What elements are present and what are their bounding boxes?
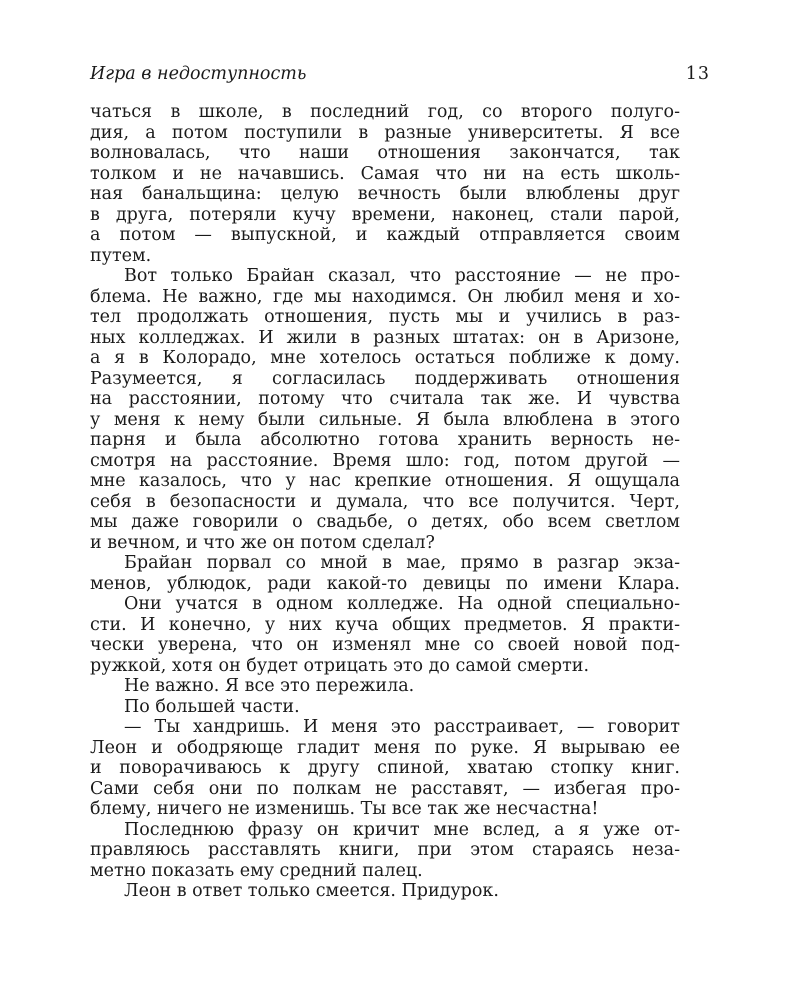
text-line: чаться в школе, в последний год, со второго полуго- [90,102,680,122]
text-line: Не важно. Я все это пережила. [124,676,415,696]
text-line: Они учатся в одном колледже. На одной специально- [124,594,680,614]
text-line: а я в Колорадо, мне хотелось остаться поближе к дому. [90,348,680,368]
text-line: чески уверена, что он изменял мне со своей новой под- [90,635,680,655]
text-line: волновалась, что наши отношения закончатся, так [90,143,680,163]
body-text [90,102,680,902]
text-line: и вечном, и что же он потом сделал? [90,532,435,553]
text-line: и поворачиваюсь к другу спиной, хватаю стопку книг. [90,758,680,778]
text-line: а потом — выпускной, и каждый отправляется своим [90,225,680,245]
text-line: метно показать ему средний палец. [90,860,423,881]
text-line: Вот только Брайан сказал, что расстояние — не про- [124,266,680,286]
text-line: блема. Не важно, где мы находимся. Он любил меня и хо- [90,286,680,307]
text-line: Леон и ободряюще гладит меня по руке. Я вырываю ее [90,737,680,758]
text-line: у меня к нему были сильные. Я была влюблена в этого [90,409,680,430]
text-line: себя в безопасности и думала, что все получится. Черт, [90,491,680,512]
text-line: Леон в ответ только смеется. Придурок. [124,881,499,901]
text-line: в друга, потеряли кучу времени, наконец, стали парой, [90,204,680,225]
text-line: тел продолжать отношения, пусть мы и учились в раз- [90,307,680,327]
text-line: ных колледжах. И жили в разных штатах: он в Аризоне, [90,327,680,348]
text-line: Сами себя они по полкам не расставят, — избегая про- [90,778,680,799]
text-line: сти. И конечно, у них куча общих предметов. Я практи- [90,614,680,635]
text-line: мне казалось, что у нас крепкие отношения. Я ощущала [90,471,680,491]
text-line: на расстоянии, потому что считала так же. И чувства [90,389,680,409]
text-line: дия, а потом поступили в разные университеты. Я все [90,122,680,143]
text-line: ружкой, хотя он будет отрицать это до самой смерти. [90,655,590,676]
running-title: Игра в недоступность [90,64,307,84]
text-line: правляюсь расставлять книги, при этом стараясь неза- [90,840,680,860]
text-line: Разумеется, я согласилась поддерживать отношения [90,368,680,389]
text-line: Последнюю фразу он кричит мне вслед, а я уже от- [124,819,680,840]
text-line: смотря на расстояние. Время шло: год, потом другой — [90,450,680,471]
text-line: парня и была абсолютно готова хранить верность не- [90,430,680,450]
text-line: По большей части. [124,696,300,717]
text-line: мы даже говорили о свадьбе, о детях, обо всем светлом [90,512,680,532]
text-line: ная банальщина: целую вечность были влюблены друг [90,184,680,204]
page-number: 13 [685,64,710,84]
text-line: Брайан порвал со мной в мае, прямо в разгар экза- [124,553,680,573]
text-line: — Ты хандришь. И меня это расстраивает, — говорит [124,717,680,737]
text-line: путем. [90,245,152,266]
running-head [90,64,710,90]
text-line: менов, ублюдок, ради какой-то девицы по имени Клара. [90,573,680,594]
text-line: блему, ничего не изменишь. Ты все так же несчастна! [90,799,599,819]
text-line: толком и не начавшись. Самая что ни на есть школь- [90,163,680,184]
